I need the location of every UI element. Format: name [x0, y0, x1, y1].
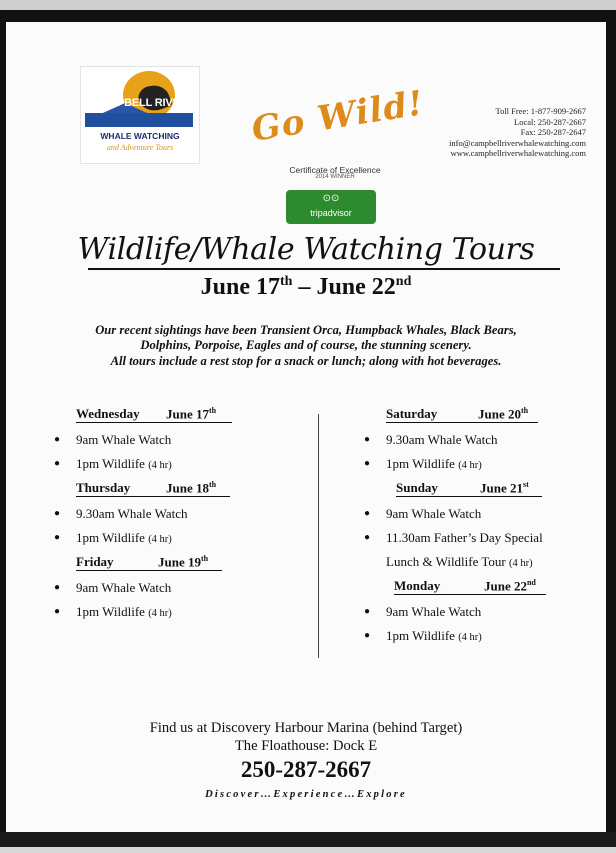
tour-item	[364, 628, 604, 652]
day-heading-saturday	[386, 406, 604, 432]
day-name: Wednesday	[76, 406, 140, 421]
schedule-right-column	[364, 406, 604, 652]
dock-text: The Floathouse: Dock E	[234, 738, 378, 754]
location-text: Find us at Discovery Harbour Marina (behind Target)	[149, 720, 463, 736]
date-start: June 17	[200, 274, 280, 300]
bullet-icon: ●	[54, 532, 61, 543]
tour-item	[364, 530, 604, 554]
day-date-text: June 19	[158, 554, 201, 570]
tour-item	[54, 530, 294, 554]
website-link[interactable]: www.campbellriverwhalewatching.com	[450, 148, 586, 158]
page-title: Wildlife/Whale Watching Tours	[77, 232, 535, 267]
logo-line2: WHALE WATCHING	[100, 131, 180, 141]
bullet-icon: ●	[364, 508, 371, 519]
bullet-icon: ●	[54, 582, 61, 593]
title-underline	[88, 268, 560, 270]
date-separator: –	[292, 274, 317, 300]
tour-text: 9am Whale Watch	[76, 580, 172, 595]
schedule-left-column	[54, 406, 294, 628]
day-name: Saturday	[386, 406, 438, 421]
tour-item	[364, 506, 604, 530]
tripadvisor-owl-icon: ⊙⊙	[322, 193, 340, 204]
phone-number[interactable]: 250-287-2667	[240, 757, 372, 782]
day-heading-wednesday	[76, 406, 294, 432]
column-divider	[318, 414, 319, 658]
day-date	[484, 578, 536, 594]
day-date-suffix: th	[520, 406, 529, 415]
day-date	[166, 480, 216, 496]
day-date-suffix: nd	[526, 578, 536, 587]
bottom-strip	[0, 847, 616, 853]
tour-text: 9am Whale Watch	[386, 506, 482, 521]
day-heading-sunday	[396, 480, 604, 506]
certificate-year: 2014 WINNER	[315, 174, 355, 180]
tour-item	[364, 432, 604, 456]
bullet-icon: ●	[364, 630, 371, 641]
local-number: Local: 250-287-2667	[514, 116, 586, 127]
tour-name: 1pm Wildlife	[76, 604, 145, 619]
day-name: Sunday	[396, 480, 438, 495]
day-heading-underline	[76, 496, 230, 497]
tour-name: 1pm Wildlife	[76, 530, 145, 545]
day-date	[478, 406, 528, 422]
tour-duration: (4 hr)	[509, 558, 533, 569]
date-range	[6, 274, 606, 301]
go-wild-slogan: Go Wild!	[248, 83, 427, 150]
tour-text	[386, 628, 482, 644]
tour-duration: (4 hr)	[458, 460, 482, 471]
day-date-text: June 18	[166, 480, 209, 496]
flyer-page	[6, 22, 606, 832]
logo-line3: and Adventure Tours	[106, 143, 174, 152]
logo-water-band	[85, 113, 193, 127]
tour-item	[54, 456, 294, 480]
tour-name: Lunch & Wildlife Tour	[386, 554, 506, 569]
day-date-text: June 20	[478, 406, 521, 422]
day-heading-thursday	[76, 480, 294, 506]
tour-item	[54, 580, 294, 604]
day-heading-underline	[76, 422, 232, 423]
email-address[interactable]: info@campbellriverwhalewatching.com	[449, 137, 586, 148]
toll-free-number: Toll Free: 1-877-909-2667	[495, 106, 586, 116]
tour-duration: (4 hr)	[148, 460, 172, 471]
tour-text: 9am Whale Watch	[76, 432, 172, 447]
tour-name: 1pm Wildlife	[386, 628, 455, 643]
day-date-suffix: st	[522, 480, 529, 489]
tour-item	[54, 432, 294, 456]
tripadvisor-label: tripadvisor	[310, 208, 352, 218]
day-name: Thursday	[76, 480, 131, 495]
day-date-text: June 17	[166, 406, 209, 422]
day-date	[166, 406, 216, 422]
date-end: June 22	[316, 274, 396, 300]
contact-block	[386, 106, 586, 159]
day-heading-friday	[76, 554, 294, 580]
tour-text: 11.30am Father’s Day Special	[386, 530, 543, 545]
fax-number: Fax: 250-287-2647	[520, 127, 586, 137]
bullet-icon: ●	[364, 532, 371, 543]
tour-text: 9.30am Whale Watch	[76, 506, 188, 521]
intro-line: Our recent sightings have been Transient Orca, Humpback Whales, Black Bears,	[95, 323, 517, 337]
day-heading-underline	[394, 594, 546, 595]
day-date-text: June 22	[484, 578, 527, 594]
day-date	[158, 554, 208, 570]
tour-duration: (4 hr)	[148, 534, 172, 545]
day-heading-underline	[386, 422, 538, 423]
tour-duration: (4 hr)	[458, 632, 482, 643]
tour-item-continued	[364, 554, 604, 578]
date-end-suffix: nd	[395, 274, 412, 289]
logo-line1: CAMPBELL RIVER	[92, 97, 188, 109]
tour-name: 1pm Wildlife	[386, 456, 455, 471]
day-heading-monday	[394, 578, 604, 604]
tour-text	[76, 456, 172, 472]
certificate-label: Certificate of Excellence	[289, 165, 381, 175]
tour-text	[386, 456, 482, 472]
bullet-icon: ●	[54, 606, 61, 617]
tour-text	[76, 604, 172, 620]
bullet-icon: ●	[54, 434, 61, 445]
date-start-suffix: th	[279, 274, 293, 289]
top-frame	[0, 0, 616, 10]
bullet-icon: ●	[54, 508, 61, 519]
tour-text: 9.30am Whale Watch	[386, 432, 498, 447]
day-name: Friday	[76, 554, 114, 569]
tagline: Discover…Experience…Explore	[205, 789, 407, 800]
day-heading-underline	[76, 570, 222, 571]
campbell-river-logo	[80, 66, 200, 164]
intro-line: All tours include a rest stop for a snack or lunch; along with hot beverages.	[110, 353, 502, 368]
day-date-suffix: th	[208, 480, 217, 489]
tour-duration: (4 hr)	[148, 608, 172, 619]
tour-item	[364, 604, 604, 628]
day-date-suffix: th	[208, 406, 217, 415]
bullet-icon: ●	[364, 458, 371, 469]
day-date	[480, 480, 529, 496]
tripadvisor-badge	[286, 190, 376, 224]
tour-item	[54, 506, 294, 530]
tour-item	[54, 604, 294, 628]
bullet-icon: ●	[364, 606, 371, 617]
bullet-icon: ●	[364, 434, 371, 445]
tour-name: 1pm Wildlife	[76, 456, 145, 471]
intro-line: Dolphins, Porpoise, Eagles and of course, the stunning scenery.	[140, 338, 472, 353]
tour-text: 9am Whale Watch	[386, 604, 482, 619]
bottom-frame	[0, 832, 616, 853]
day-date-text: June 21	[480, 480, 523, 496]
tour-text	[76, 530, 172, 546]
day-name: Monday	[394, 578, 441, 593]
tour-item	[364, 456, 604, 480]
bullet-icon: ●	[54, 458, 61, 469]
intro-paragraph	[62, 323, 550, 369]
day-date-suffix: th	[200, 554, 209, 563]
tour-text	[386, 554, 533, 570]
day-heading-underline	[396, 496, 542, 497]
